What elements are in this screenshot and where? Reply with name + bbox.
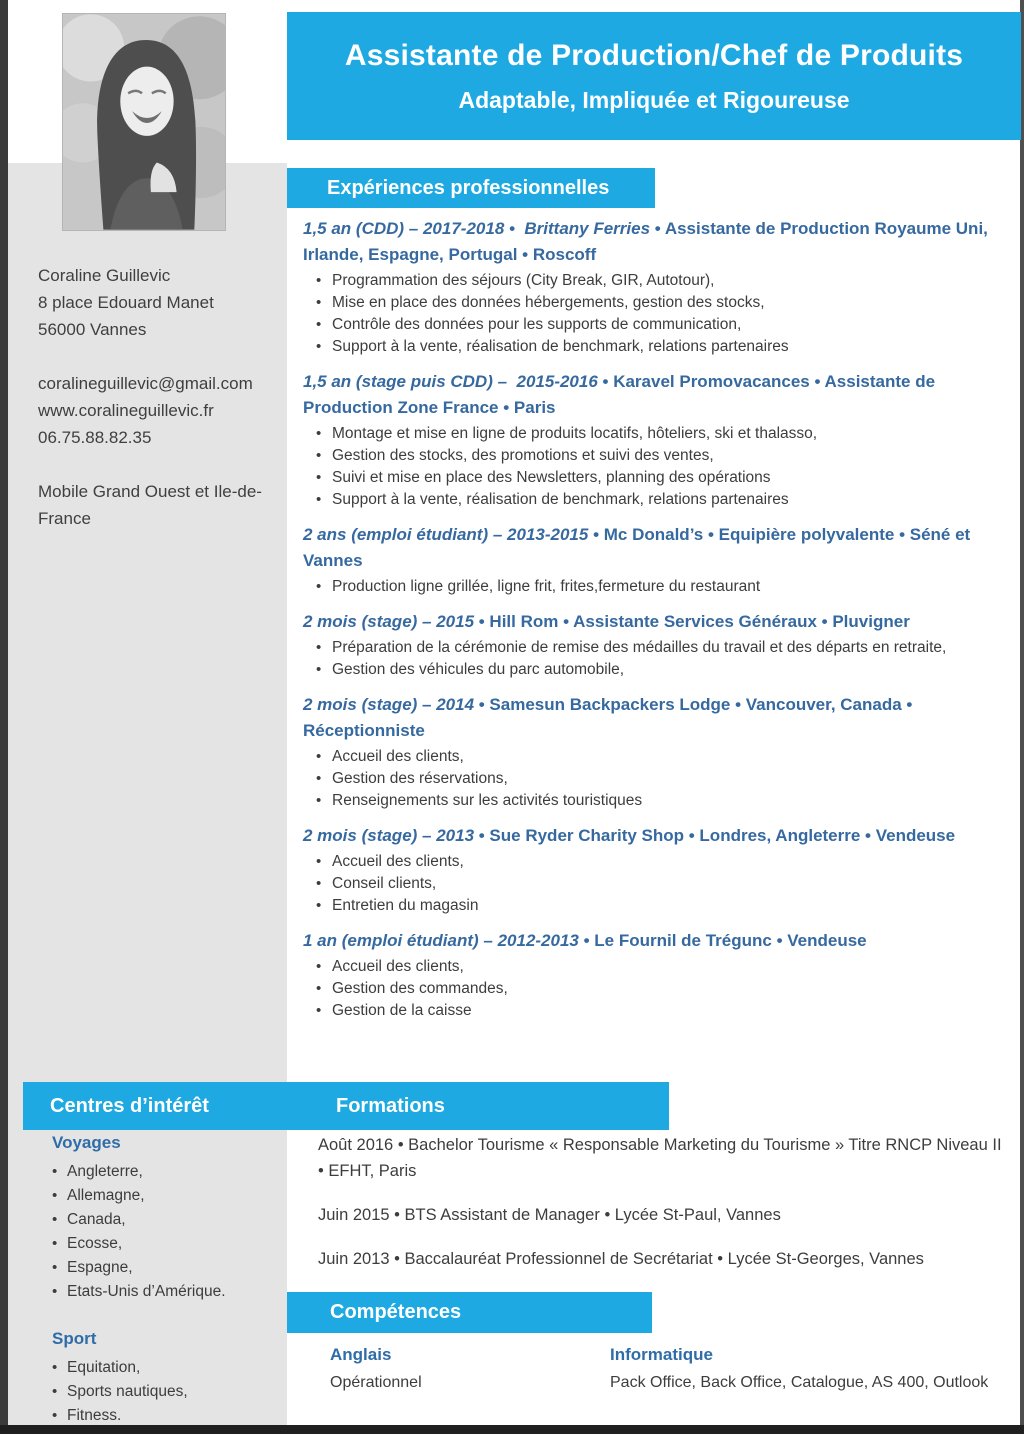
list-item: • Ecosse, bbox=[52, 1232, 277, 1256]
experience-title bbox=[303, 692, 1005, 744]
list-item: • Etats-Unis d’Amérique. bbox=[52, 1280, 277, 1304]
formation-entry: Août 2016 • Bachelor Tourisme « Responsable Marketing du Tourisme » Titre RNCP Niveau II • EFHT, Paris bbox=[318, 1136, 1002, 1180]
competence-column-informatique bbox=[610, 1342, 1010, 1396]
formation-entry: Juin 2013 • Baccalauréat Professionnel de Secrétariat • Lycée St-Georges, Vannes bbox=[318, 1250, 924, 1268]
experience-title bbox=[303, 823, 1005, 849]
interest-group-title: Sport bbox=[52, 1329, 97, 1348]
section-banner-experiences bbox=[287, 168, 655, 208]
experience-role: • Hill Rom • Assistante Services Généraux • Pluvigner bbox=[474, 612, 910, 631]
header-banner bbox=[287, 12, 1021, 140]
bullet-item: • Accueil des clients, bbox=[315, 746, 1005, 768]
bullet-item: • Renseignements sur les activités touristiques bbox=[315, 790, 1005, 812]
interest-list bbox=[52, 1160, 277, 1304]
address-line: 56000 Vannes bbox=[38, 320, 147, 339]
address-line: 8 place Edouard Manet bbox=[38, 293, 214, 312]
bullet-item: • Support à la vente, réalisation de benchmark, relations partenaires bbox=[315, 489, 1005, 511]
experience-duration: 2 mois (stage) – 2015 bbox=[303, 612, 475, 631]
experience-title bbox=[303, 369, 1005, 421]
email-text: coralineguillevic@gmail.com bbox=[38, 374, 253, 393]
experience-bullets bbox=[315, 270, 1005, 358]
bullet-item: • Accueil des clients, bbox=[315, 851, 1005, 873]
bullet-item: • Entretien du magasin bbox=[315, 895, 1005, 917]
page-edge-right bbox=[1020, 0, 1024, 1434]
interest-group-title: Voyages bbox=[52, 1133, 121, 1152]
formations-section bbox=[318, 1132, 1008, 1290]
experience-title bbox=[303, 928, 1005, 954]
competences-section bbox=[330, 1342, 1010, 1396]
mobility-text: Mobile Grand Ouest et Ile-de-France bbox=[38, 482, 262, 528]
list-item: • Equitation, bbox=[52, 1356, 277, 1380]
section-title-interests: Centres d’intérêt bbox=[50, 1094, 209, 1117]
sidebar-contact-info bbox=[38, 262, 288, 559]
experience-role: • Samesun Backpackers Lodge • Vancouver, Canada • Réceptionniste bbox=[303, 695, 913, 740]
interest-list bbox=[52, 1356, 277, 1428]
bullet-item: • Gestion des véhicules du parc automobile, bbox=[315, 659, 1005, 681]
experience-role: • Karavel Promovacances • Assistante de Production Zone France • Paris bbox=[303, 372, 936, 417]
section-title-formations: Formations bbox=[336, 1094, 445, 1117]
bullet-item: • Production ligne grillée, ligne frit, frites,fermeture du restaurant bbox=[315, 576, 1005, 598]
section-banner-interests-formations bbox=[23, 1082, 669, 1130]
experience-duration: 2 ans (emploi étudiant) – 2013-2015 bbox=[303, 525, 589, 544]
experience-duration: 1,5 an (stage puis CDD) – 2015-2016 bbox=[303, 372, 598, 391]
list-item: • Espagne, bbox=[52, 1256, 277, 1280]
interest-group-sport bbox=[52, 1326, 277, 1428]
bullet-item: • Gestion de la caisse bbox=[315, 1000, 1005, 1022]
experience-role: • Le Fournil de Trégunc • Vendeuse bbox=[578, 931, 867, 950]
list-item: • Angleterre, bbox=[52, 1160, 277, 1184]
phone-text: 06.75.88.82.35 bbox=[38, 428, 152, 447]
bullet-item: • Accueil des clients, bbox=[315, 956, 1005, 978]
experience-duration: 1,5 an (CDD) – 2017-2018 • bbox=[303, 219, 525, 238]
experiences-section bbox=[303, 216, 1005, 1033]
experience-role: • Assistante de Production Royaume Uni, Irlande, Espagne, Portugal • Roscoff bbox=[303, 219, 988, 264]
list-item: • Fitness. bbox=[52, 1404, 277, 1428]
competence-value: Pack Office, Back Office, Catalogue, AS 400, Outlook bbox=[610, 1374, 989, 1391]
bullet-item: • Gestion des stocks, des promotions et suivi des ventes, bbox=[315, 445, 1005, 467]
bullet-item: • Contrôle des données pour les supports de communication, bbox=[315, 314, 1005, 336]
interest-group-voyages bbox=[52, 1130, 277, 1304]
experience-entry bbox=[303, 928, 1005, 1022]
competence-value: Opérationnel bbox=[330, 1374, 422, 1391]
experience-duration: 2 mois (stage) – 2013 bbox=[303, 826, 475, 845]
interests-section bbox=[52, 1130, 277, 1434]
list-item: • Sports nautiques, bbox=[52, 1380, 277, 1404]
section-banner-competences bbox=[287, 1292, 652, 1333]
experience-title bbox=[303, 522, 1005, 574]
experience-duration: 1 an (emploi étudiant) – 2012-2013 bbox=[303, 931, 579, 950]
experience-title bbox=[303, 609, 1005, 635]
experience-entry bbox=[303, 692, 1005, 812]
cv-title: Assistante de Production/Chef de Produits bbox=[344, 38, 964, 72]
bullet-item: • Gestion des commandes, bbox=[315, 978, 1005, 1000]
competence-title: Informatique bbox=[610, 1345, 713, 1364]
section-title-competences: Compétences bbox=[330, 1301, 462, 1323]
experience-bullets bbox=[315, 746, 1005, 812]
experience-entry bbox=[303, 216, 1005, 358]
profile-photo bbox=[62, 13, 226, 231]
experience-bullets bbox=[315, 423, 1005, 511]
bullet-item: • Programmation des séjours (City Break, GIR, Autotour), bbox=[315, 270, 1005, 292]
bullet-item: • Conseil clients, bbox=[315, 873, 1005, 895]
formation-entry: Juin 2015 • BTS Assistant de Manager • Lycée St-Paul, Vannes bbox=[318, 1206, 781, 1224]
mobility-block bbox=[38, 478, 288, 532]
section-title-experiences: Expériences professionnelles bbox=[327, 176, 610, 199]
contact-block bbox=[38, 370, 288, 451]
bullet-item: • Mise en place des données hébergements, gestion des stocks, bbox=[315, 292, 1005, 314]
list-item: • Allemagne, bbox=[52, 1184, 277, 1208]
experience-role: • Sue Ryder Charity Shop • Londres, Angleterre • Vendeuse bbox=[474, 826, 956, 845]
competence-column-anglais bbox=[330, 1342, 610, 1396]
experience-bullets bbox=[315, 576, 1005, 598]
experience-entry bbox=[303, 522, 1005, 598]
competence-title: Anglais bbox=[330, 1345, 392, 1364]
bullet-item: • Préparation de la cérémonie de remise des médailles du travail et des départs en retraite, bbox=[315, 637, 1005, 659]
experience-bullets bbox=[315, 637, 1005, 681]
bullet-item: • Gestion des réservations, bbox=[315, 768, 1005, 790]
experience-bullets bbox=[315, 851, 1005, 917]
experience-company-italic: Brittany Ferries bbox=[524, 219, 651, 238]
page-edge-left bbox=[0, 0, 8, 1434]
bullet-item: • Support à la vente, réalisation de benchmark, relations partenaires bbox=[315, 336, 1005, 358]
experience-entry bbox=[303, 369, 1005, 511]
list-item: • Canada, bbox=[52, 1208, 277, 1232]
address-block bbox=[38, 262, 288, 343]
bullet-item: • Suivi et mise en place des Newsletters, planning des opérations bbox=[315, 467, 1005, 489]
experience-entry bbox=[303, 609, 1005, 681]
experience-entry bbox=[303, 823, 1005, 917]
cv-subtitle: Adaptable, Impliquée et Rigoureuse bbox=[458, 86, 850, 113]
experience-duration: 2 mois (stage) – 2014 bbox=[303, 695, 475, 714]
experience-role: • Mc Donald’s • Equipière polyvalente • Séné et Vannes bbox=[303, 525, 971, 570]
experience-bullets bbox=[315, 956, 1005, 1022]
person-name: Coraline Guillevic bbox=[38, 266, 171, 285]
bullet-item: • Montage et mise en ligne de produits locatifs, hôteliers, ski et thalasso, bbox=[315, 423, 1005, 445]
portrait-illustration bbox=[63, 14, 225, 230]
experience-title bbox=[303, 216, 1005, 268]
website-text: www.coralineguillevic.fr bbox=[38, 401, 214, 420]
